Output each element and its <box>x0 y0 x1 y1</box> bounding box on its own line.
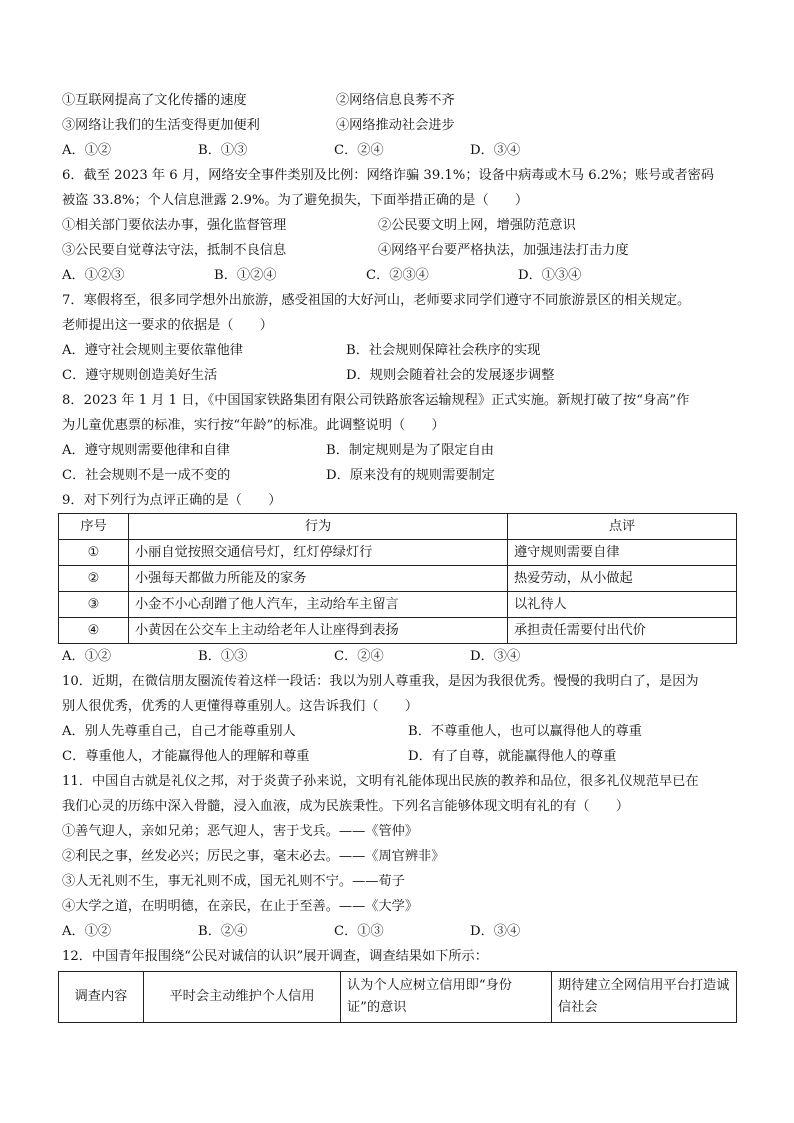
table-row <box>59 540 737 566</box>
q11-stem-line1: 11．中国自古就是礼仪之邦，对于炎黄子孙来说，文明有礼能体现出民族的教养和品位，很多礼仪规范早已在 <box>62 774 699 789</box>
q7-option-d[interactable]: D．规则会随着社会的发展逐步调整 <box>346 368 555 383</box>
q11-item-2: ②利民之事，丝发必兴；厉民之事，毫末必去。——《周官辨非》 <box>62 849 445 864</box>
row-act: 小金不小心刮蹭了他人汽车，主动给车主留言 <box>129 592 508 618</box>
q6-items-row2 <box>62 238 738 263</box>
q7-option-a[interactable]: A．遵守社会规则主要依靠他律 <box>62 343 243 358</box>
q5-option-b[interactable]: B．①③ <box>198 143 248 158</box>
row-comment: 承担责任需要付出代价 <box>508 618 737 644</box>
q11-option-b[interactable]: B．②④ <box>198 924 248 939</box>
q8-options-row1 <box>62 438 738 463</box>
q6-item-1: ①相关部门要依法办事，强化监督管理 <box>62 218 287 233</box>
row-act: 小丽自觉按照交通信号灯，红灯停绿灯行 <box>129 540 508 566</box>
q10-option-d[interactable]: D．有了自尊，就能赢得他人的尊重 <box>408 749 617 764</box>
q7-options-row1 <box>62 338 738 363</box>
row-act: 小强每天都做力所能及的家务 <box>129 566 508 592</box>
q10-option-b[interactable]: B．不尊重他人，也可以赢得他人的尊重 <box>408 724 642 739</box>
q6-item-2: ②公民要文明上网，增强防范意识 <box>378 218 576 233</box>
row-idx: ④ <box>59 618 129 644</box>
q5-item-3: ③网络让我们的生活变得更加便利 <box>62 118 260 133</box>
q10-stem-line1: 10．近期，在微信朋友圈流传着这样一段话：我以为别人尊重我，是因为我很优秀。慢慢的我明白了，是因为 <box>62 674 699 689</box>
q12-cell-header: 调查内容 <box>59 972 144 1023</box>
q5-option-c[interactable]: C．②④ <box>334 143 384 158</box>
q9-option-b[interactable]: B．①③ <box>198 649 248 664</box>
row-idx: ② <box>59 566 129 592</box>
row-comment: 热爱劳动，从小做起 <box>508 566 737 592</box>
q5-option-d[interactable]: D．③④ <box>470 143 521 158</box>
q8-option-a[interactable]: A．遵守规则需要他律和自律 <box>62 443 230 458</box>
q11-option-c[interactable]: C．①③ <box>334 924 384 939</box>
q7-option-c[interactable]: C．遵守规则创造美好生活 <box>62 368 218 383</box>
q10-options-row2 <box>62 744 738 769</box>
q11-item-3: ③人无礼则不生，事无礼则不成，国无礼则不宁。——荀子 <box>62 874 405 889</box>
q8-options-row2 <box>62 463 738 488</box>
table-row <box>59 972 737 1023</box>
q10-option-c[interactable]: C．尊重他人，才能赢得他人的理解和尊重 <box>62 749 310 764</box>
q11-stem-line2: 我们心灵的历练中深入骨髓，浸入血液，成为民族秉性。下列名言能够体现文明有礼的有（ ） <box>62 799 630 814</box>
q9-table-header <box>59 514 737 540</box>
q12-cell-2: 认为个人应树立信用即“身份证”的意识 <box>341 972 552 1023</box>
q5-items-row1 <box>62 88 738 113</box>
q5-items-row2 <box>62 113 738 138</box>
q5-item-4: ④网络推动社会进步 <box>336 118 455 133</box>
q8-option-c[interactable]: C．社会规则不是一成不变的 <box>62 468 231 483</box>
q9-table <box>58 513 737 644</box>
q6-option-b[interactable]: B．①②④ <box>214 268 277 283</box>
q9-options <box>62 644 738 669</box>
q10-stem-line2: 别人很优秀，优秀的人更懂得尊重别人。这告诉我们（ ） <box>62 699 419 714</box>
row-idx: ③ <box>59 592 129 618</box>
q11-option-d[interactable]: D．③④ <box>470 924 521 939</box>
table-row <box>59 618 737 644</box>
q10-option-a[interactable]: A．别人先尊重自己，自己才能尊重别人 <box>62 724 296 739</box>
q8-option-b[interactable]: B．制定规则是为了限定自由 <box>326 443 494 458</box>
q5-item-1: ①互联网提高了文化传播的速度 <box>62 93 247 108</box>
q9-stem: 9．对下列行为点评正确的是（ ） <box>62 493 282 508</box>
q7-stem-line2: 老师提出这一要求的依据是（ ） <box>62 318 273 333</box>
q8-stem-line1: 8．2023 年 1 月 1 日，《中国国家铁路集团有限公司铁路旅客运输规程》正式实施。新规打破了按“身高”作 <box>62 393 690 408</box>
q12-cell-3: 期待建立全网信用平台打造诚信社会 <box>552 972 737 1023</box>
q6-option-c[interactable]: C．②③④ <box>366 268 429 283</box>
q9-header-comment: 点评 <box>508 514 737 540</box>
q8-stem-line2: 为儿童优惠票的标准，实行按“年龄”的标准。此调整说明（ ） <box>62 418 445 433</box>
q11-item-1: ①善气迎人，亲如兄弟；恶气迎人，害于戈兵。——《管仲》 <box>62 824 419 839</box>
q6-stem-line2: 被盗 33.8%；个人信息泄露 2.9%。为了避免损失，下面举措正确的是（ ） <box>62 193 529 208</box>
q7-option-b[interactable]: B．社会规则保障社会秩序的实现 <box>346 343 541 358</box>
q11-option-a[interactable]: A．①② <box>62 924 112 939</box>
row-comment: 以礼待人 <box>508 592 737 618</box>
table-row <box>59 566 737 592</box>
q11-options <box>62 919 738 944</box>
table-row <box>59 592 737 618</box>
q12-cell-1: 平时会主动维护个人信用 <box>144 972 341 1023</box>
q9-header-act: 行为 <box>129 514 508 540</box>
q9-header-idx: 序号 <box>59 514 129 540</box>
q9-option-a[interactable]: A．①② <box>62 649 112 664</box>
q6-items-row1 <box>62 213 738 238</box>
q6-item-3: ③公民要自觉尊法守法，抵制不良信息 <box>62 243 287 258</box>
q6-item-4: ④网络平台要严格执法，加强违法打击力度 <box>378 243 629 258</box>
q11-item-4: ④大学之道，在明明德，在亲民，在止于至善。——《大学》 <box>62 899 419 914</box>
row-act: 小黄因在公交车上主动给老年人让座得到表扬 <box>129 618 508 644</box>
q6-stem-line1: 6．截至 2023 年 6 月，网络安全事件类别及比例：网络诈骗 39.1%；设备中病毒或木马 6.2%；账号或者密码 <box>62 168 715 183</box>
q12-table <box>58 971 737 1023</box>
q5-option-a[interactable]: A．①② <box>62 143 112 158</box>
q5-item-2: ②网络信息良莠不齐 <box>336 93 455 108</box>
q7-stem-line1: 7．寒假将至，很多同学想外出旅游，感受祖国的大好河山，老师要求同学们遵守不同旅游景区的相关规定。 <box>62 293 691 308</box>
q6-options <box>62 263 738 288</box>
q10-options-row1 <box>62 719 738 744</box>
q8-option-d[interactable]: D．原来没有的规则需要制定 <box>326 468 495 483</box>
q6-option-a[interactable]: A．①②③ <box>62 268 125 283</box>
q9-option-d[interactable]: D．③④ <box>470 649 521 664</box>
q7-options-row2 <box>62 363 738 388</box>
row-idx: ① <box>59 540 129 566</box>
q9-option-c[interactable]: C．②④ <box>334 649 384 664</box>
q12-stem: 12．中国青年报围绕“公民对诚信的认识”展开调查，调查结果如下所示： <box>62 949 488 964</box>
q6-option-d[interactable]: D．①③④ <box>518 268 582 283</box>
row-comment: 遵守规则需要自律 <box>508 540 737 566</box>
q5-options <box>62 138 738 163</box>
